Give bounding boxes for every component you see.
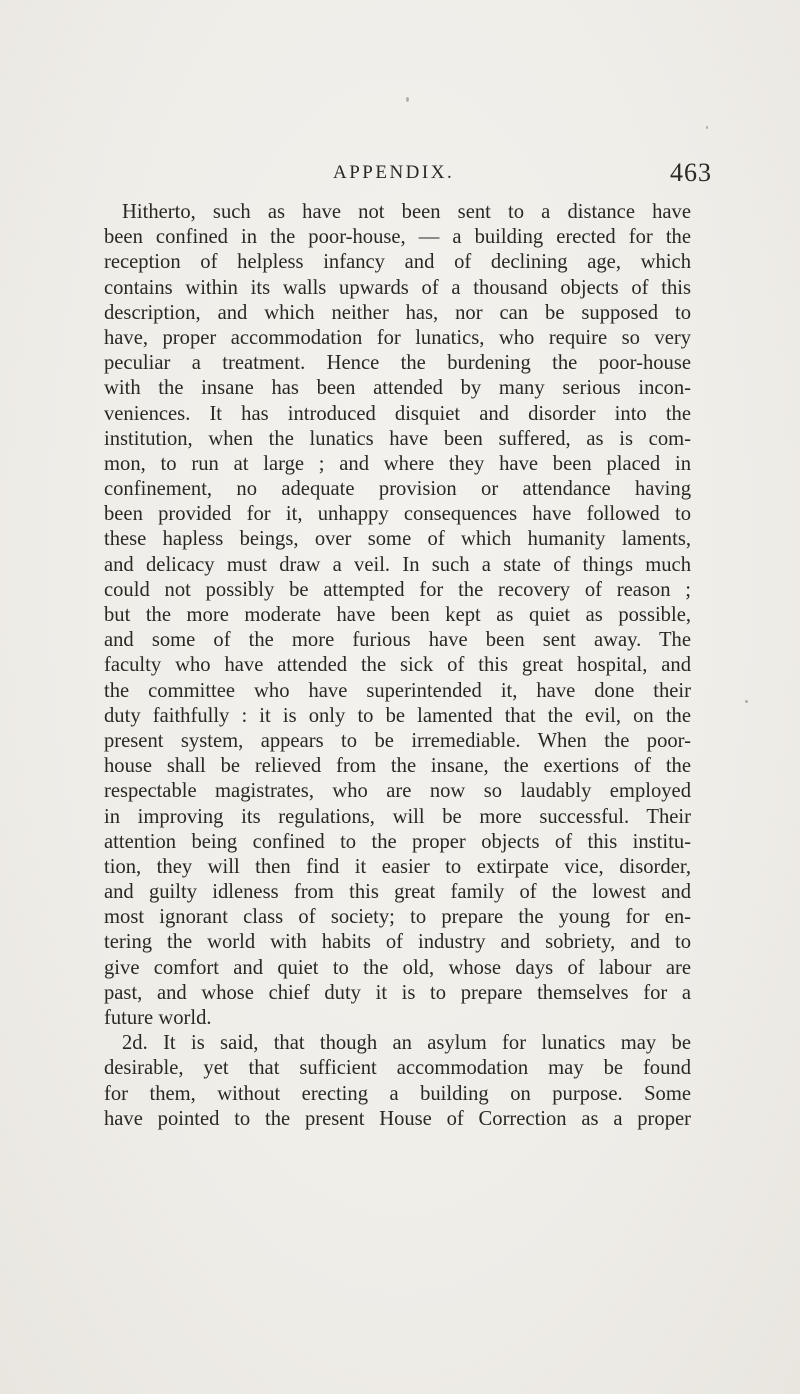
text-line: have pointed to the present House of Correction as a proper — [104, 1107, 691, 1130]
text-line: for them, without erecting a building on purpose. Some — [104, 1082, 691, 1105]
body-text — [104, 200, 691, 1132]
text-line: could not possibly be attempted for the recovery of reason ; — [104, 578, 691, 601]
text-line: veniences. It has introduced disquiet and disorder into the — [104, 402, 691, 425]
text-line: contains within its walls upwards of a thousand objects of this — [104, 276, 691, 299]
text-line: been provided for it, unhappy consequences have followed to — [104, 503, 691, 526]
text-line: Hitherto, such as have not been sent to a distance have — [122, 201, 691, 223]
text-line: confinement, no adequate provision or attendance having — [104, 478, 691, 501]
text-line: mon, to run at large ; and where they have been placed in — [104, 452, 691, 475]
text-line: in improving its regulations, will be more successful. Their — [104, 805, 691, 828]
paper-speck — [706, 126, 708, 129]
text-line: description, and which neither has, nor can be supposed to — [104, 301, 691, 324]
text-line: the committee who have superintended it, have done their — [104, 679, 691, 702]
text-line: and guilty idleness from this great family of the lowest and — [104, 881, 691, 904]
text-line: been confined in the poor-house, — a building erected for the — [104, 226, 691, 249]
text-line: respectable magistrates, who are now so laudably employed — [104, 780, 691, 803]
text-line: reception of helpless infancy and of declining age, which — [104, 251, 691, 274]
text-line: these hapless beings, over some of which humanity laments, — [104, 528, 691, 551]
running-head-title: APPENDIX. — [333, 162, 455, 183]
text-line: peculiar a treatment. Hence the burdening the poor-house — [104, 352, 691, 375]
running-head — [0, 160, 800, 190]
text-line: attention being confined to the proper objects of this institu- — [104, 830, 691, 853]
paper-speck — [745, 700, 748, 703]
text-line: 2d. It is said, that though an asylum for lunatics may be — [122, 1032, 691, 1055]
page-number: 463 — [670, 158, 712, 187]
text-line: tion, they will then find it easier to extirpate vice, disorder, — [104, 855, 691, 878]
text-line: but the more moderate have been kept as quiet as possible, — [104, 604, 691, 626]
text-line: and some of the more furious have been sent away. The — [104, 629, 691, 652]
text-line: desirable, yet that sufficient accommodation may be found — [104, 1057, 691, 1080]
text-line: have, proper accommodation for lunatics, who require so very — [104, 326, 691, 349]
paper-speck — [406, 97, 409, 102]
text-line: past, and whose chief duty it is to prepare themselves for a — [104, 981, 691, 1004]
text-line: with the insane has been attended by many serious incon- — [104, 377, 691, 400]
text-line: institution, when the lunatics have been suffered, as is com- — [104, 427, 691, 450]
text-line: present system, appears to be irremediable. When the poor- — [104, 729, 691, 752]
text-line: tering the world with habits of industry and sobriety, and to — [104, 931, 691, 954]
text-line: most ignorant class of society; to prepare the young for en- — [104, 906, 691, 929]
text-line: and delicacy must draw a veil. In such a state of things much — [104, 553, 691, 576]
text-line: give comfort and quiet to the old, whose days of labour are — [104, 956, 691, 979]
text-line: house shall be relieved from the insane, the exertions of the — [104, 755, 691, 778]
text-line: faculty who have attended the sick of this great hospital, and — [104, 654, 691, 677]
text-line: duty faithfully : it is only to be lamented that the evil, on the — [104, 704, 691, 727]
text-line: future world. — [104, 1007, 212, 1029]
